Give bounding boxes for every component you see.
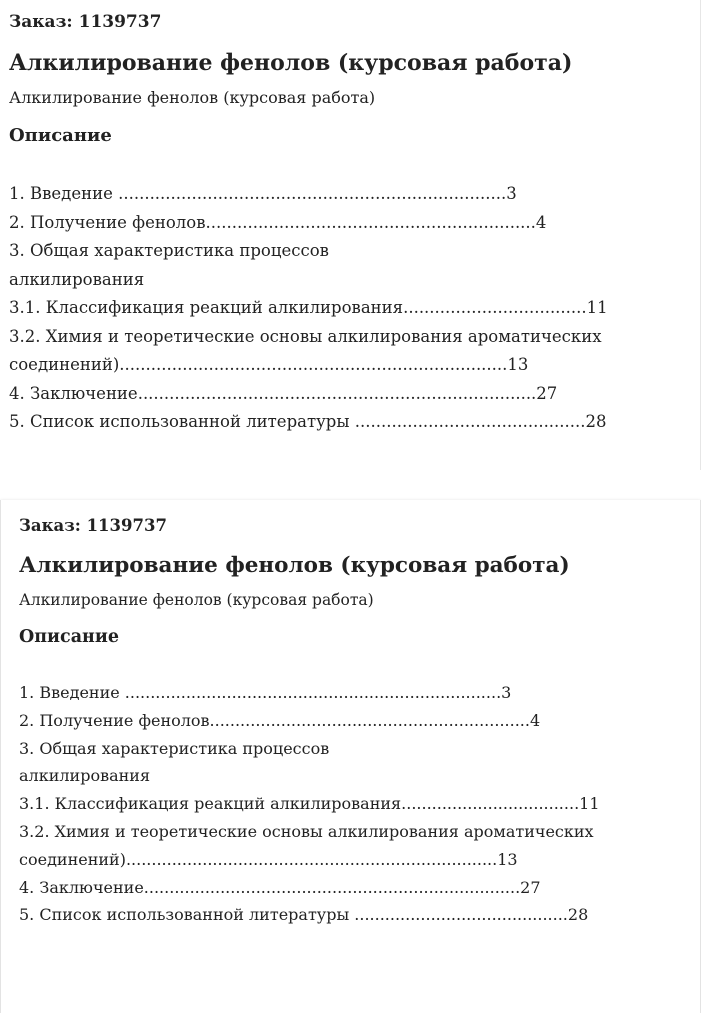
toc-line: 4. Заключение............................................................................27: [9, 383, 558, 403]
toc-line: алкилирования: [9, 269, 145, 289]
document-subtitle: Алкилирование фенолов (курсовая работа): [9, 88, 376, 107]
toc-line: соединений)..........................................................................13: [9, 355, 529, 374]
toc-line: 5. Список использованной литературы ............................................28: [9, 412, 607, 431]
toc-line: 1. Введение ..........................................................................3: [9, 184, 517, 203]
order-number: Заказ: 1139737: [19, 516, 167, 535]
table-of-contents: [9, 180, 700, 437]
order-number: Заказ: 1139737: [9, 12, 162, 32]
toc-line: 3.1. Классификация реакций алкилирования...................................11: [9, 298, 608, 317]
toc-line: 3.2. Химия и теоретические основы алкилирования ароматических: [19, 821, 594, 841]
document-title: Алкилирование фенолов (курсовая работа): [19, 553, 570, 578]
table-of-contents: [19, 679, 700, 929]
document-title: Алкилирование фенолов (курсовая работа): [9, 50, 573, 76]
toc-line: 3. Общая характеристика процессов: [9, 241, 329, 260]
document-panel-bottom: [0, 500, 701, 1013]
toc-line: 4. Заключение..........................................................................27: [19, 877, 541, 897]
toc-line: 3.1. Классификация реакций алкилирования...................................11: [19, 794, 600, 814]
toc-line: 2. Получение фенолов...............................................................4: [19, 710, 541, 730]
toc-line: 2. Получение фенолов...............................................................4: [9, 212, 547, 232]
document-panel-top: [0, 0, 701, 470]
toc-line: 3. Общая характеристика процессов: [19, 738, 330, 758]
description-heading: Описание: [19, 627, 119, 647]
description-heading: Описание: [9, 125, 112, 146]
toc-line: 1. Введение ..........................................................................3: [19, 683, 512, 702]
toc-line: 5. Список использованной литературы ..........................................28: [19, 905, 589, 925]
toc-line: 3.2. Химия и теоретические основы алкилирования ароматических: [9, 326, 602, 346]
toc-line: алкилирования: [19, 766, 151, 786]
document-subtitle: Алкилирование фенолов (курсовая работа): [19, 591, 374, 609]
toc-line: соединений).........................................................................13: [19, 849, 518, 869]
